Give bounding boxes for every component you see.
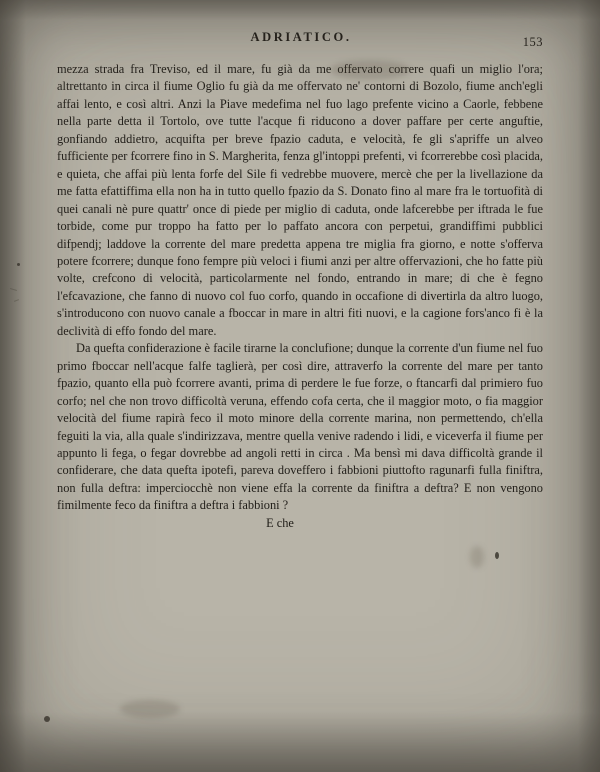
running-title: ADRIATICO. xyxy=(250,30,352,44)
paper-speck xyxy=(495,552,499,559)
paper-fiber xyxy=(10,288,17,291)
paper-fiber xyxy=(14,299,19,302)
paper-speck xyxy=(17,263,20,266)
paper-smudge xyxy=(470,546,484,568)
paragraph: mezza strada fra Treviso, ed il mare, fu già da me offervato correre quafi un miglio l'ora; altrettanto in circa il fiume Oglio fu già da me offervato ne' contorni di Bozolo, fiume anch'egli affai lento, e così altri. Anzi la Piave medefima nel fuo lago prefente vicino a Caorle, febbene nella parte detta il Tortolo, ove tutte l'acque fi riducono a dover paffare per certe anguftie, gonfiando addietro, acquifta per breve fpazio caduta, e velocità, fe gli s'apriffe un alveo fufficiente per fcorrere fino in S. Margherita, fenza gl'intoppi prefenti, vi fcorrerebbe così placida, e quieta, che affai più lenta forfe del Sile fi vedrebbe muovere, mercè che per la livellazione da me fatta efattiffima ella non ha in tutto quello fpazio da S. Donato fino al mare fra le tortuofità di quei canali nè pure quattr' once di piede per miglio di caduta, onde lafcerebbe per iftrada le fue torbide, come pur troppo ha fatto per lo paffato ancora con perpetui, grandiffimi pubblici difpendj; laddove la corrente del mare predetta appena tre miglia fra giorno, e notte s'offerva potere fcorrere; dunque fono fempre più veloci i fiumi anzi per altre offervazioni, che ho fatte più volte, crefcono di velocità, particolarmente nel fondo, entrando in mare; di che è fegno l'efcavazione, che fanno di nuovo col fuo corfo, quando in occafione di divertirla da altro luogo, s'introducono con nuovo canale a fboccar in mare in altri fiti nuovi, e la cagione fors'anco fi è la declività di effo fondo del mare. xyxy=(57,62,543,338)
page-edge-shadow-right xyxy=(578,0,600,772)
page-edge-shadow-bottom xyxy=(0,712,600,772)
page-edge-shadow-top xyxy=(0,0,600,20)
page-header xyxy=(57,30,543,50)
paragraph: Da quefta confiderazione è facile tirarne la conclufione; dunque la corrente d'un fiume nel fuo primo fboccar nell'acque falfe taglierà, per così dire, attraverfo la corrente del mare per tanto fpazio, quanto ella può fcorrere avanti, prima di perdere le fue forze, o ftancarfi dal primiero fuo corfo; nel che non trovo difficoltà veruna, effendo cofa certa, che il maggior moto, o fia maggior velocità del fiume rapirà feco il moto minore della corrente marina, non permettendo, ch'ella feguiti la via, alla quale s'indirizzava, mentre quella venive radendo i lidi, e viceverfa il fiume per appunto li fega, o fegar dovrebbe ad angoli retti in circa . Ma bensì mi dava difficoltà grande il confiderare, che data quefta ipotefi, pareva doveffero i fabbioni piuttofto ragunarfi fulla finiftra, non fulla deftra: imperciocchè non viene effa la corrente da finiftra a deftra? E non vengono fimilmente feco da finiftra a deftra i fabbioni ? xyxy=(57,341,543,513)
page-number: 153 xyxy=(522,35,543,49)
page-edge-shadow-left xyxy=(0,0,26,772)
paper-smudge xyxy=(120,700,180,718)
paper-speck xyxy=(44,716,50,722)
body-text xyxy=(57,61,543,515)
catchword-line: E che xyxy=(266,515,294,530)
page-content xyxy=(57,30,543,531)
